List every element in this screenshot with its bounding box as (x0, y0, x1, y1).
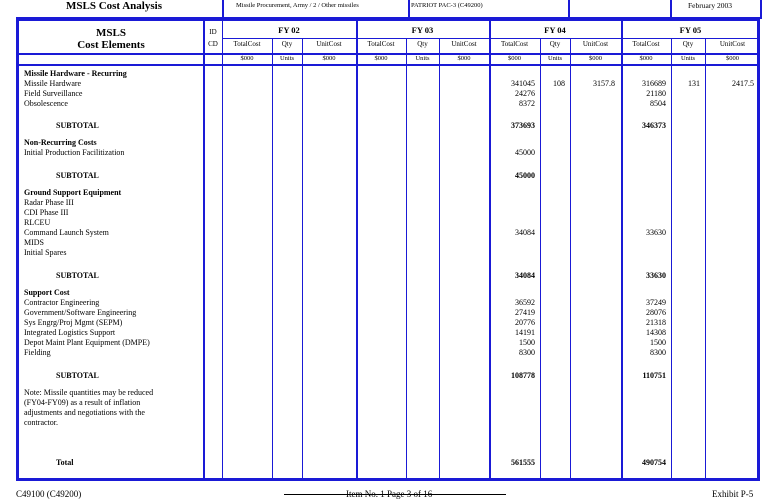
unit-header: $000 (322, 55, 336, 62)
header-title-cell (16, 0, 224, 19)
item-text: PATRIOT PAC-3 (C49200) (411, 2, 483, 9)
fy-label: FY 04 (544, 25, 566, 35)
header-bar (0, 0, 768, 18)
column-header: UnitCost (451, 40, 477, 48)
footer-rule (284, 494, 506, 495)
column-header: Qty (682, 40, 694, 48)
divider (19, 64, 757, 66)
header-blank-cell (570, 0, 672, 19)
divider (222, 21, 223, 478)
fy04-total: 27419 (515, 308, 535, 317)
appropriation-text: Missile Procurement, Army / 2 / Other missiles (236, 2, 359, 9)
unit-header: Units (415, 55, 430, 62)
section-heading: Non-Recurring Costs (24, 138, 97, 147)
row-label: Initial Spares (24, 248, 67, 257)
unit-header: $000 (508, 55, 521, 62)
total-fy05: 490754 (642, 458, 666, 467)
fy04-total: 34084 (515, 228, 535, 237)
divider (356, 21, 358, 478)
divider (302, 38, 303, 478)
row-label: RLCEU (24, 218, 51, 227)
divider (489, 21, 491, 478)
fy04-total: 36592 (515, 298, 535, 307)
fy04-total: 14191 (515, 328, 535, 337)
column-header: TotalCost (632, 40, 660, 48)
subtotal-fy05: 110751 (642, 371, 666, 380)
column-header: Qty (417, 40, 428, 48)
page-title: MSLS Cost Analysis (66, 0, 162, 12)
cost-table (16, 18, 760, 481)
header-item-cell (408, 0, 570, 19)
fy05-total: 8300 (650, 348, 666, 357)
divider (570, 38, 571, 478)
divider (540, 38, 541, 478)
divider (272, 38, 273, 478)
column-header: UnitCost (719, 40, 746, 48)
note-line: (FY04-FY09) as a result of inflation (24, 398, 141, 407)
fy-label: FY 03 (411, 25, 434, 35)
column-header: TotalCost (367, 40, 395, 48)
divider (705, 38, 706, 478)
fy04-total: 1500 (519, 338, 535, 347)
fy04-total: 24276 (515, 89, 535, 98)
total-fy04: 561555 (511, 458, 535, 467)
fy-label: FY 05 (679, 25, 702, 35)
fy05-total: 14308 (646, 328, 666, 337)
subtotal-label: SUBTOTAL (56, 371, 99, 380)
subtotal-fy04: 45000 (515, 171, 535, 180)
row-label: Field Surveillance (24, 89, 83, 98)
fy05-total: 316689 (642, 79, 666, 88)
row-label: Government/Software Engineering (24, 308, 137, 317)
subtotal-fy05: 346373 (642, 121, 666, 130)
fy04-total: 8372 (519, 99, 535, 108)
column-header: Qty (549, 40, 561, 48)
note-line: Note: Missile quantities may be reduced (24, 388, 154, 397)
header-appropriation-cell (224, 0, 410, 19)
section-heading: Support Cost (24, 288, 70, 297)
fy04-total: 8300 (519, 348, 535, 357)
subtotal-label: SUBTOTAL (56, 271, 99, 280)
unit-header: $000 (240, 55, 254, 62)
fy04-unit: 3157.8 (593, 79, 615, 88)
divider (406, 38, 407, 478)
footer-right: Exhibit P-5 (712, 489, 754, 499)
row-label: Command Launch System (24, 228, 109, 237)
subtotal-fy04: 34084 (515, 271, 535, 280)
section-heading: Ground Support Equipment (24, 188, 122, 197)
divider (439, 38, 440, 478)
divider (671, 38, 672, 478)
note-line: adjustments and negotiations with the (24, 408, 145, 417)
row-label: Missile Hardware (24, 79, 82, 88)
unit-header: $000 (457, 55, 471, 62)
date-text: February 2003 (688, 1, 732, 10)
row-label: Initial Production Facilitization (24, 148, 125, 157)
fy04-qty: 108 (553, 79, 565, 88)
fy04-total: 341045 (511, 79, 535, 88)
table-title-line2: Cost Elements (77, 39, 145, 51)
row-label: Contractor Engineering (24, 298, 100, 307)
row-label: MIDS (24, 238, 45, 247)
note-line: contractor. (24, 418, 58, 427)
unit-header: Units (547, 55, 563, 62)
fy04-total: 20776 (515, 318, 535, 327)
row-label: CDI Phase III (24, 208, 69, 217)
row-label: Obsolescence (24, 99, 68, 108)
row-label: Sys Engrg/Proj Mgmt (SEPM) (24, 318, 123, 327)
fy05-total: 1500 (650, 338, 666, 347)
cd-header: CD (208, 40, 218, 48)
id-header: ID (209, 28, 217, 36)
total-label: Total (56, 458, 74, 467)
footer-left: C49100 (C49200) (16, 489, 82, 499)
column-header: TotalCost (500, 40, 529, 48)
unit-header: Units (279, 55, 295, 62)
column-header: TotalCost (233, 40, 261, 48)
unit-header: $000 (726, 55, 739, 62)
row-label: Fielding (24, 348, 51, 357)
divider (222, 38, 757, 39)
fy05-unit: 2417.5 (732, 79, 754, 88)
subtotal-label: SUBTOTAL (56, 171, 99, 180)
fy04-total: 45000 (515, 148, 535, 157)
unit-header: $000 (374, 55, 388, 62)
subtotal-fy04: 373693 (511, 121, 535, 130)
fy05-total: 33630 (646, 228, 666, 237)
column-header: Qty (281, 40, 293, 48)
fy05-total: 37249 (646, 298, 666, 307)
fy-label: FY 02 (278, 25, 300, 35)
header-date-cell (672, 0, 762, 19)
unit-header: Units (680, 55, 696, 62)
row-label: Depot Maint Plant Equipment (DMPE) (24, 338, 150, 347)
fy05-total: 21180 (646, 89, 666, 98)
row-label: Integrated Logistics Support (24, 328, 116, 337)
fy05-qty: 131 (688, 79, 700, 88)
divider (621, 21, 623, 478)
row-label: Radar Phase III (24, 198, 74, 207)
fy05-total: 28076 (646, 308, 666, 317)
fy05-total: 21318 (646, 318, 666, 327)
subtotal-label: SUBTOTAL (56, 121, 99, 130)
divider (203, 21, 205, 478)
section-heading: Missile Hardware - Recurring (24, 69, 127, 78)
column-header: UnitCost (582, 40, 609, 48)
subtotal-fy04: 108778 (511, 371, 535, 380)
unit-header: $000 (639, 55, 653, 62)
unit-header: $000 (589, 55, 602, 62)
fy05-total: 8504 (650, 99, 666, 108)
subtotal-fy05: 33630 (646, 271, 666, 280)
column-header: UnitCost (316, 40, 342, 48)
footer-center: Item No. 1 Page 3 of 16 (346, 489, 433, 499)
table-title-line1: MSLS (96, 27, 126, 39)
